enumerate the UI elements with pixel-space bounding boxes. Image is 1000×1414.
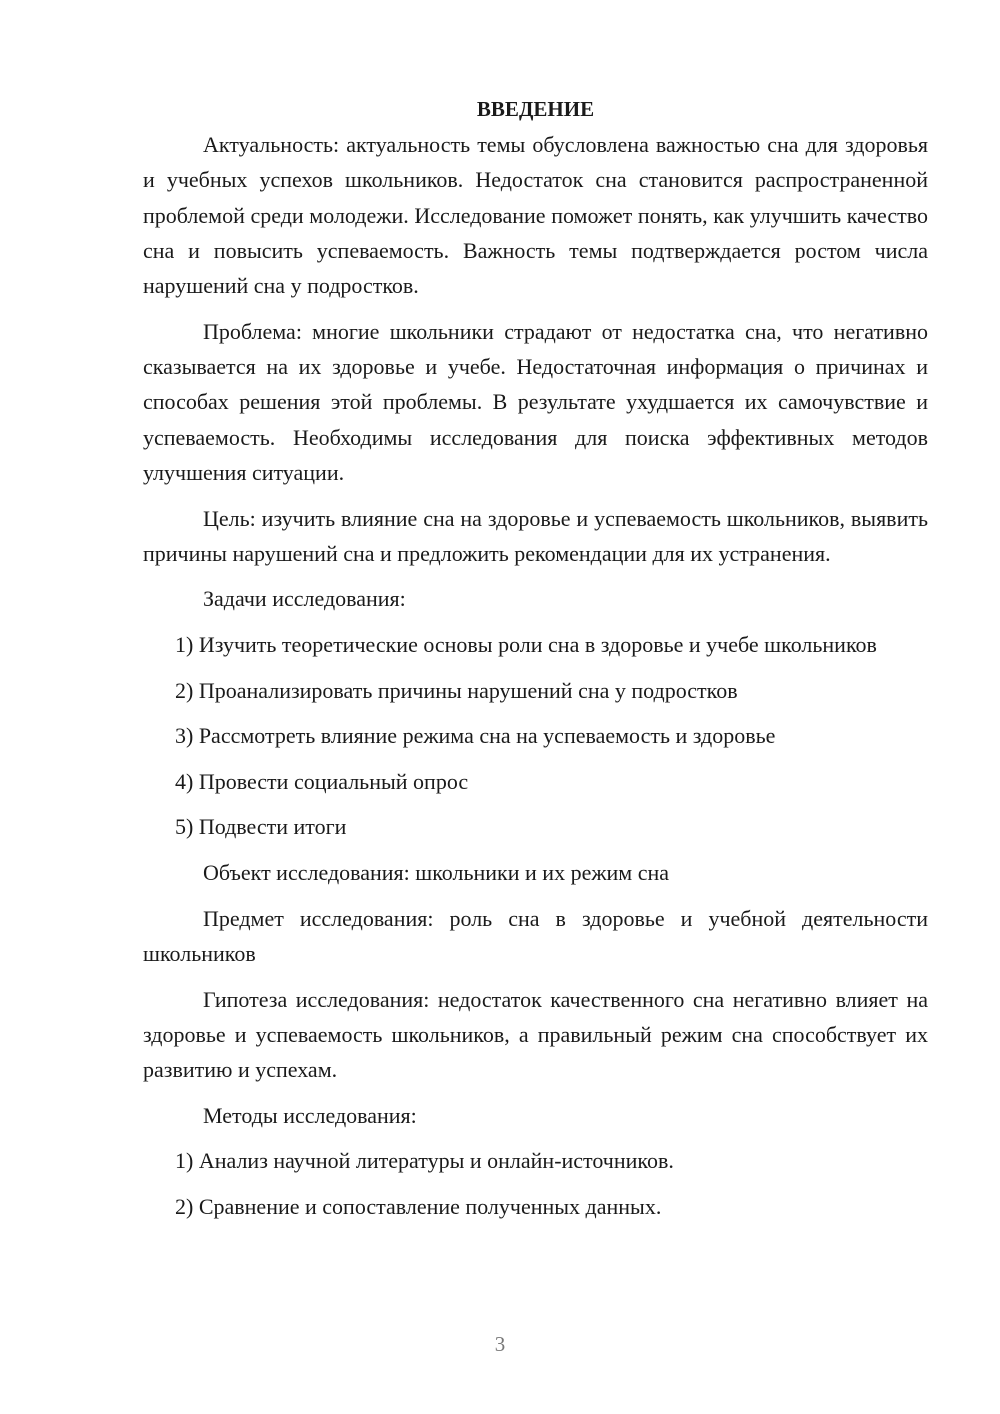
method-item: 2) Сравнение и сопоставление полученных данных. <box>175 1193 662 1219</box>
task-item: 3) Рассмотреть влияние режима сна на успеваемость и здоровье <box>175 723 776 749</box>
task-item: 1) Изучить теоретические основы роли сна в здоровье и учебе школьников <box>175 632 877 658</box>
task-item: 2) Проанализировать причины нарушений сна у подростков <box>175 677 738 703</box>
research-object: Объект исследования: школьники и их режим сна <box>203 860 670 886</box>
research-hypothesis: Гипотеза исследования: недостаток качественного сна негативно влияет на здоровье и успеваемость школьников, а правильный режим сна способствует их развитию и успехам. <box>143 986 928 1083</box>
paragraph-problem: Проблема: многие школьники страдают от недостатка сна, что негативно сказывается на их здоровье и учебе. Недостаточная информация о причинах и способах решения этой проблемы. В результате ухудшается их самочувствие и успеваемость. Необходимы исследования для поиска эффективных методов улучшения ситуации. <box>143 318 928 485</box>
paragraph-relevance: Актуальность: актуальность темы обусловлена важностью сна для здоровья и учебных успехов школьников. Недостаток сна становится распространенной проблемой среди молодежи. Исследование поможет понять, как улучшить качество сна и повысить успеваемость. Важность темы подтверждается ростом числа нарушений сна у подростков. <box>143 132 928 299</box>
research-subject: Предмет исследования: роль сна в здоровье и учебной деятельности школьников <box>143 905 928 966</box>
page-number: 3 <box>494 1332 506 1356</box>
tasks-title: Задачи исследования: <box>203 586 406 612</box>
task-item: 5) Подвести итоги <box>175 814 347 840</box>
paragraph-goal: Цель: изучить влияние сна на здоровье и успеваемость школьников, выявить причины нарушений сна и предложить рекомендации для их устранения. <box>143 505 928 566</box>
document-page <box>143 92 928 1224</box>
methods-title: Методы исследования: <box>203 1102 417 1128</box>
method-item: 1) Анализ научной литературы и онлайн-источников. <box>175 1148 674 1174</box>
task-item: 4) Провести социальный опрос <box>175 768 469 794</box>
section-heading: ВВЕДЕНИЕ <box>476 97 595 121</box>
